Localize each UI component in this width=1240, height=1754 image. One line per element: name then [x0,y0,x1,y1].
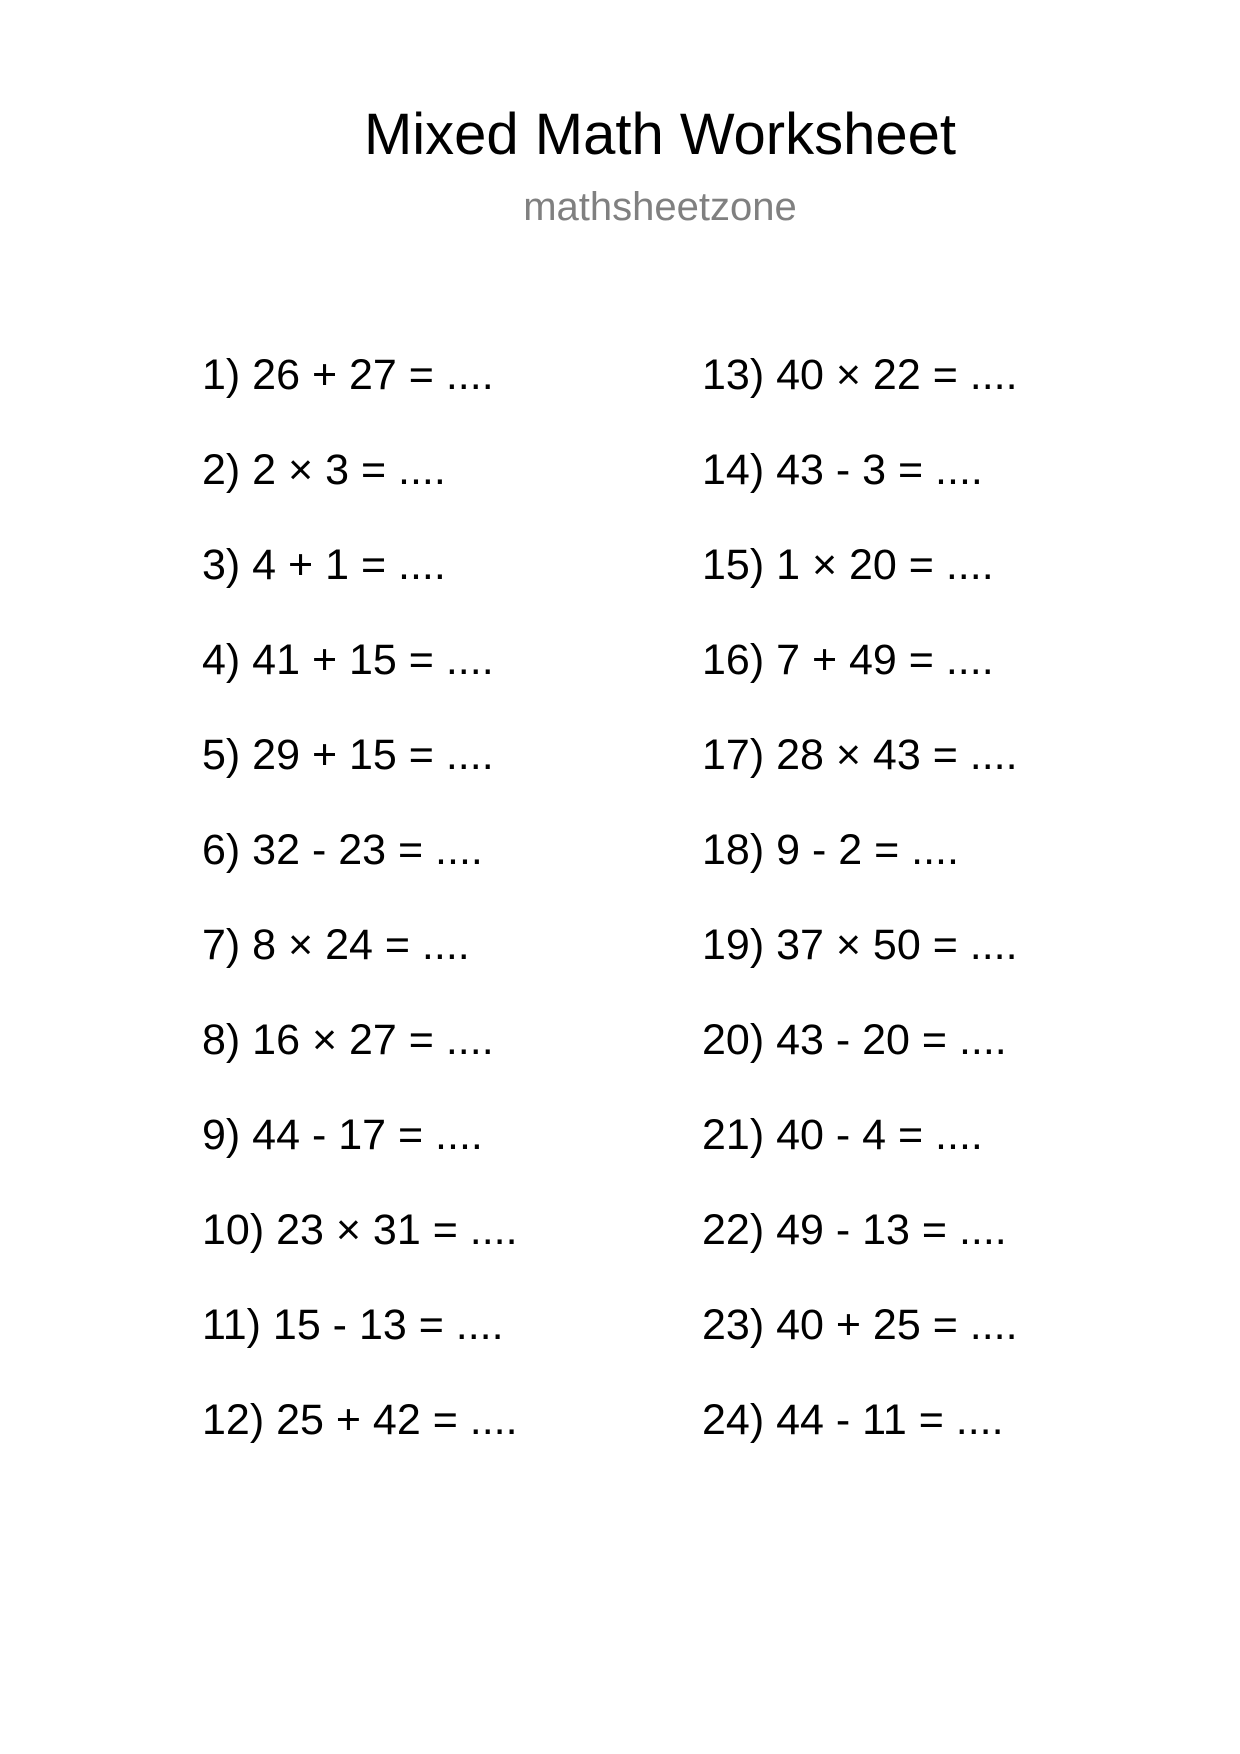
problem-item: 19) 37 × 50 = .... [702,921,1018,969]
problem-item: 24) 44 - 11 = .... [702,1396,1004,1444]
problem-item: 3) 4 + 1 = .... [202,541,446,589]
problem-item: 2) 2 × 3 = .... [202,446,446,494]
worksheet-subtitle: mathsheetzone [523,185,797,229]
problem-item: 16) 7 + 49 = .... [702,636,994,684]
problem-item: 9) 44 - 17 = .... [202,1111,483,1159]
problem-item: 18) 9 - 2 = .... [702,826,959,874]
problem-item: 15) 1 × 20 = .... [702,541,994,589]
problem-item: 5) 29 + 15 = .... [202,731,494,779]
problem-column-right [702,350,1018,1490]
problem-item: 11) 15 - 13 = .... [202,1301,504,1349]
problem-item: 1) 26 + 27 = .... [202,351,494,399]
problem-item: 14) 43 - 3 = .... [702,446,983,494]
problem-column-left [202,350,518,1490]
problem-item: 23) 40 + 25 = .... [702,1301,1018,1349]
problem-item: 12) 25 + 42 = .... [202,1396,518,1444]
problem-item: 20) 43 - 20 = .... [702,1016,1007,1064]
problem-item: 10) 23 × 31 = .... [202,1206,518,1254]
problem-item: 21) 40 - 4 = .... [702,1111,983,1159]
problem-item: 8) 16 × 27 = .... [202,1016,494,1064]
problem-item: 7) 8 × 24 = .... [202,921,470,969]
problem-item: 22) 49 - 13 = .... [702,1206,1007,1254]
problem-item: 4) 41 + 15 = .... [202,636,494,684]
worksheet-title: Mixed Math Worksheet [363,102,957,167]
problem-item: 6) 32 - 23 = .... [202,826,483,874]
problem-item: 13) 40 × 22 = .... [702,351,1018,399]
problem-item: 17) 28 × 43 = .... [702,731,1018,779]
